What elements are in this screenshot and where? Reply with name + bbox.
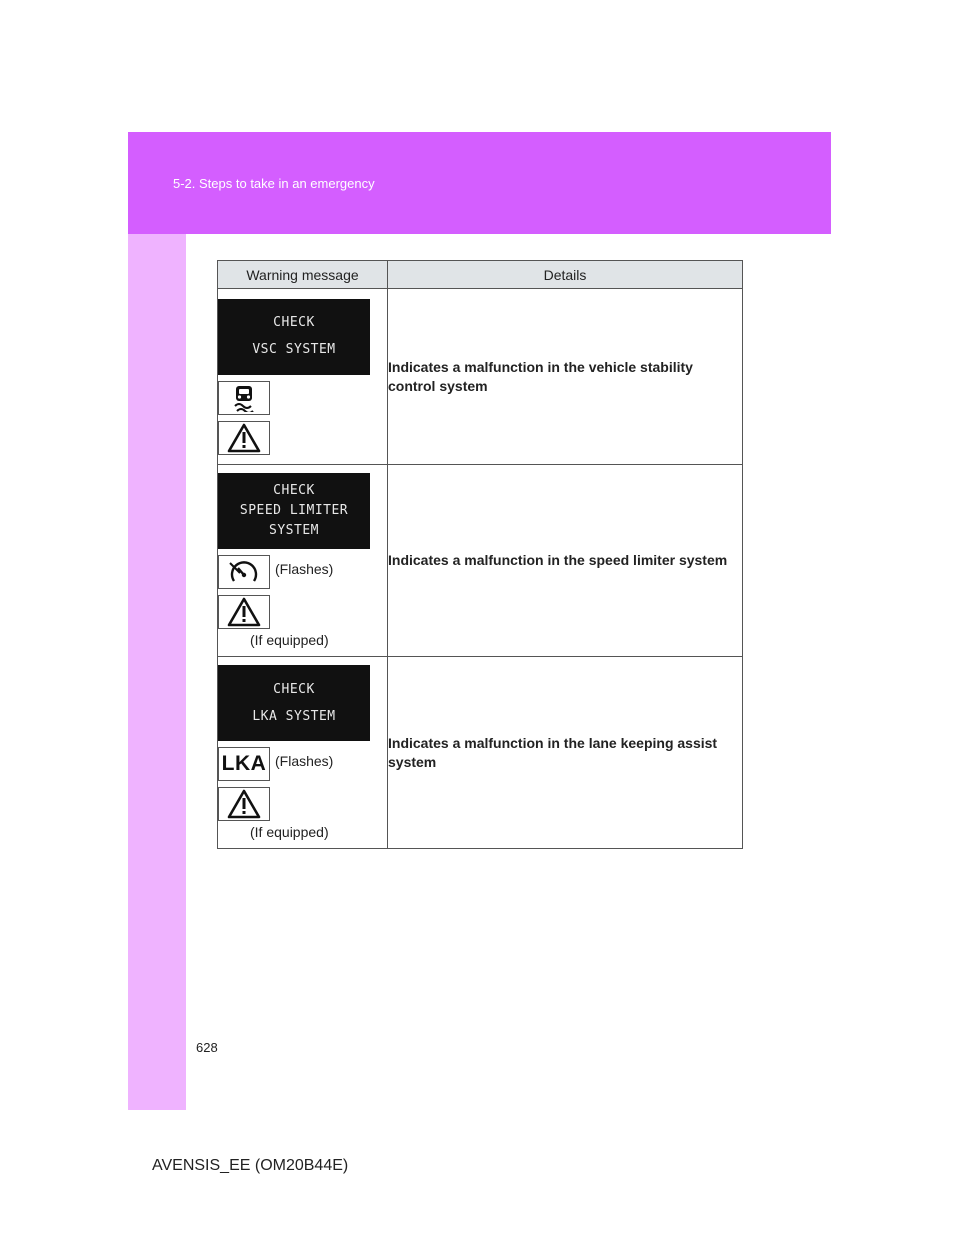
lcd-line: CHECK [273, 483, 315, 498]
section-title: 5-2. Steps to take in an emergency [173, 176, 375, 191]
details-cell: Indicates a malfunction in the speed limiter system [388, 465, 743, 657]
icon-row [218, 747, 387, 781]
table-row [218, 465, 743, 657]
side-band [128, 234, 186, 1110]
details-cell: Indicates a malfunction in the lane keeping assist system [388, 657, 743, 849]
lcd-line: SYSTEM [269, 523, 319, 538]
page-number: 628 [196, 1040, 218, 1055]
lcd-line: CHECK [273, 315, 315, 330]
icon-row [218, 595, 387, 629]
column-header-details: Details [388, 261, 743, 289]
warning-message-cell [218, 657, 388, 849]
speed-limiter-icon [218, 555, 270, 589]
table-row [218, 289, 743, 465]
document-code: AVENSIS_EE (OM20B44E) [152, 1157, 349, 1174]
vsc-skid-icon [218, 381, 270, 415]
icon-row [218, 555, 387, 589]
if-equipped-note: (If equipped) [250, 632, 329, 648]
warning-triangle-icon [218, 595, 270, 629]
flashes-note: (Flashes) [275, 753, 334, 769]
if-equipped-note: (If equipped) [250, 824, 329, 840]
icon-row [218, 381, 387, 415]
warning-triangle-icon [218, 787, 270, 821]
lka-icon [218, 747, 270, 781]
warning-table [217, 260, 743, 849]
lcd-line: VSC SYSTEM [252, 342, 336, 357]
lka-icon-label: LKA [221, 752, 267, 775]
table-header-row [218, 261, 743, 289]
lcd-display [218, 665, 370, 741]
lcd-line: LKA SYSTEM [252, 708, 336, 724]
details-cell: Indicates a malfunction in the vehicle stability control system [388, 289, 743, 465]
warning-triangle-icon [218, 421, 270, 455]
lcd-display [218, 473, 370, 549]
icon-row [218, 421, 387, 455]
warning-message-cell [218, 289, 388, 465]
lcd-line: SPEED LIMITER [239, 503, 349, 518]
column-header-warning-message: Warning message [218, 261, 388, 289]
warning-message-cell [218, 465, 388, 657]
icon-row [218, 787, 387, 821]
lcd-line: CHECK [273, 681, 315, 697]
lcd-display [218, 299, 370, 375]
flashes-note: (Flashes) [275, 561, 334, 577]
table-row [218, 657, 743, 849]
